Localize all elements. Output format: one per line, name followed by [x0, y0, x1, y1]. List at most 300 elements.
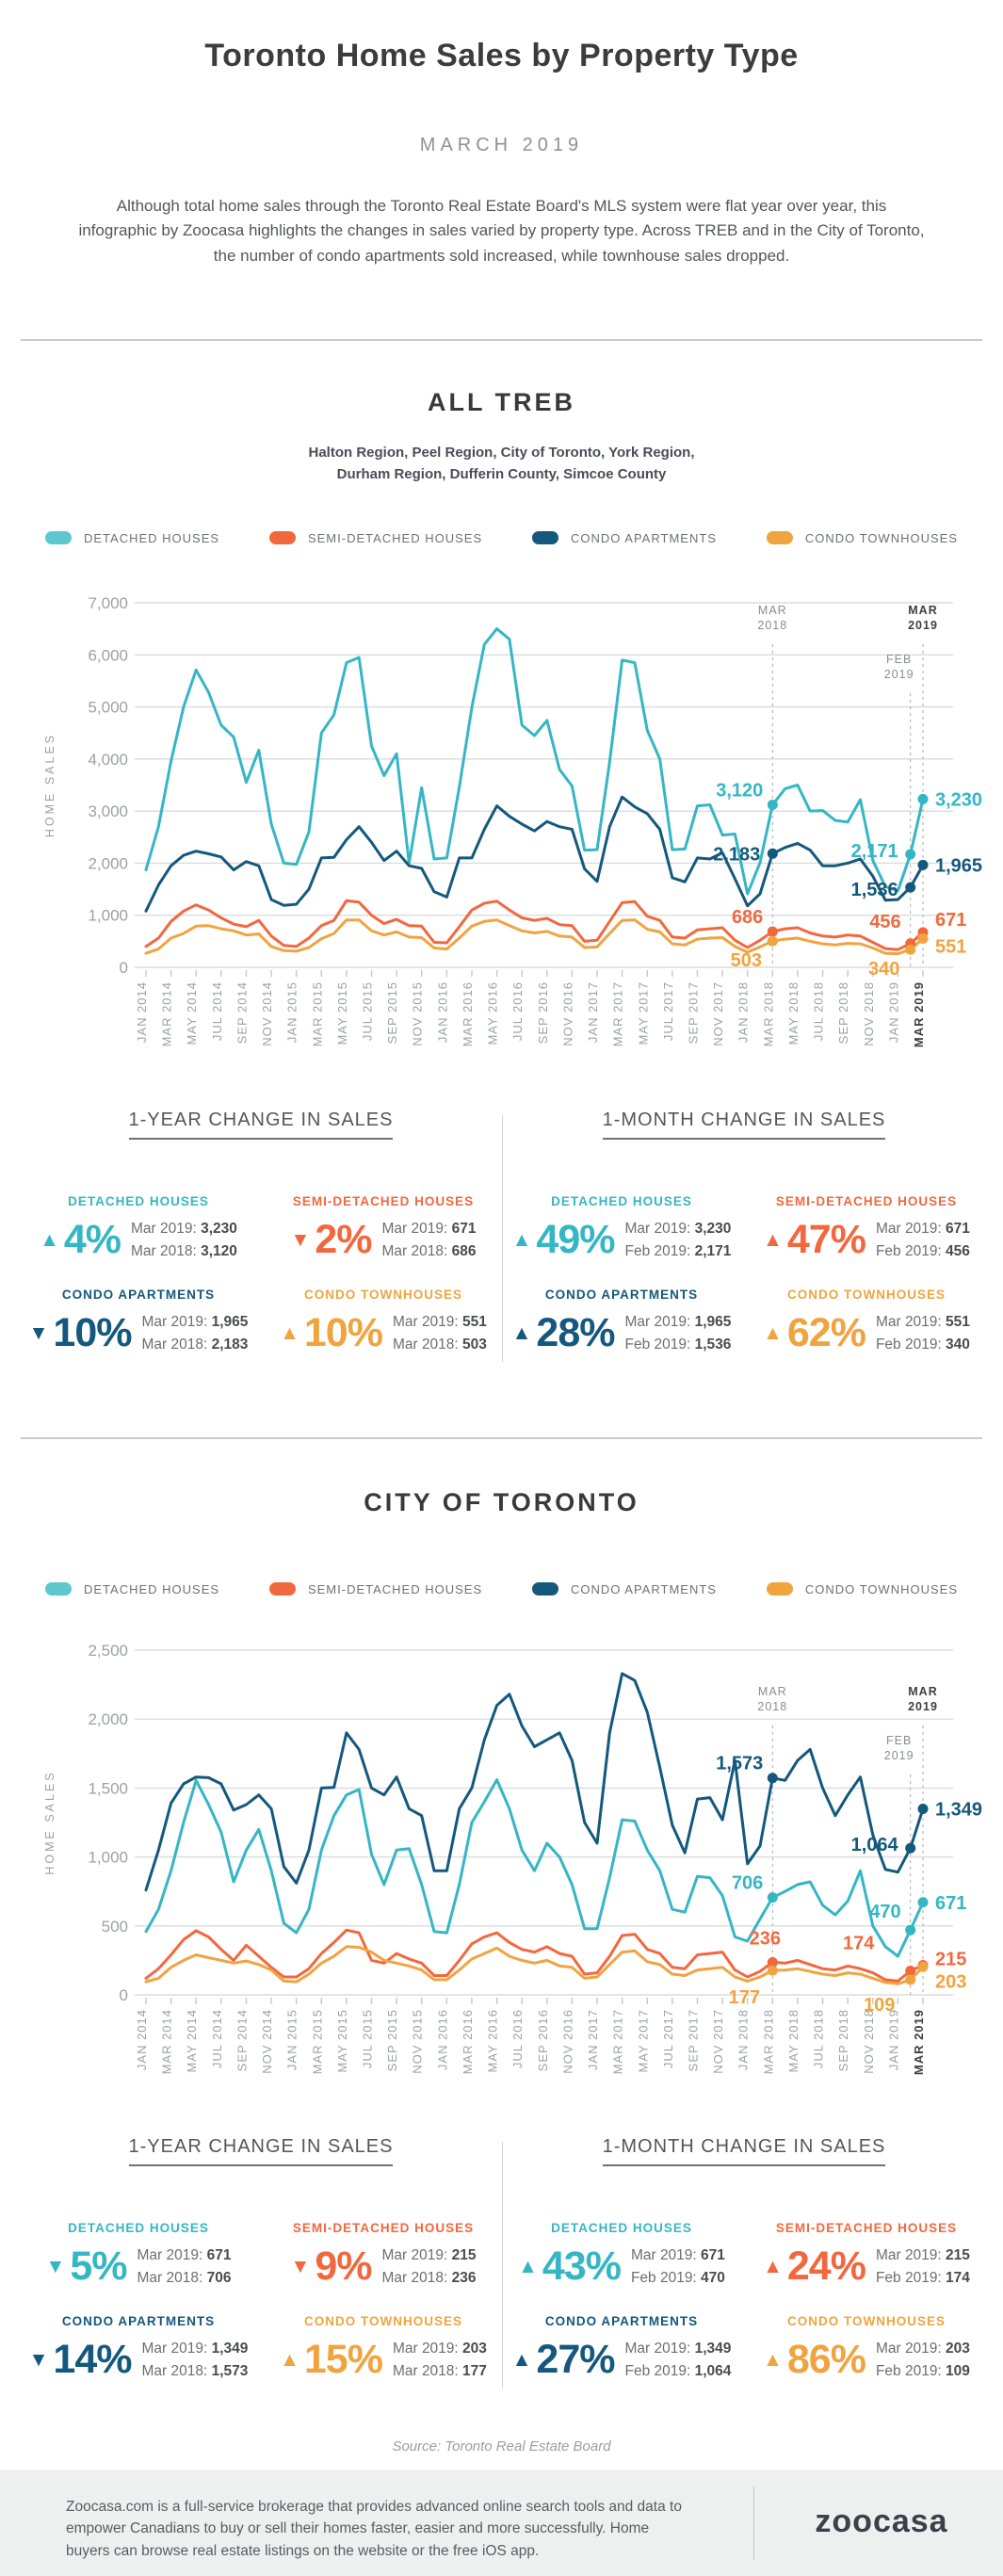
arrow-up-icon: ▲ — [763, 1228, 782, 1251]
data-point-dot — [905, 945, 915, 955]
legend-swatch-icon — [532, 531, 558, 544]
x-tick-label: JAN 2016 — [435, 981, 450, 1044]
x-tick-label: JAN 2014 — [135, 981, 149, 1044]
stats-grid — [502, 1194, 986, 1356]
data-point-label: 671 — [935, 909, 967, 931]
stat-values — [631, 2244, 725, 2289]
stat-value-line — [141, 1311, 248, 1333]
stat-property-type-label: DETACHED HOUSES — [68, 2221, 209, 2235]
data-point-dot — [905, 1843, 915, 1854]
x-tick-label: NOV 2016 — [560, 981, 575, 1046]
stat-percent — [29, 1310, 132, 1356]
stat-values — [876, 2244, 970, 2289]
stat-value-number: 203 — [462, 2341, 487, 2357]
data-point-dot — [768, 1966, 778, 1976]
x-tick-label: JUL 2016 — [510, 2009, 526, 2069]
x-tick-label: SEP 2014 — [235, 981, 250, 1045]
section-heading-toronto: CITY OF TORONTO — [364, 1488, 639, 1516]
one-month-change-block — [502, 1110, 986, 1356]
x-tick-label: JAN 2016 — [435, 2009, 450, 2071]
stat-value-label: Feb 2019: — [624, 1336, 695, 1353]
data-point-label: 686 — [731, 907, 764, 929]
stat-percent — [763, 1310, 865, 1356]
stat-percent-value: 24% — [786, 2244, 865, 2289]
stat-value-line — [876, 1218, 970, 1239]
y-tick-label: 7,000 — [88, 594, 128, 612]
stat-value-number: 2,183 — [211, 1336, 249, 1353]
stats-grid — [19, 1194, 503, 1356]
data-point-dot — [918, 1804, 929, 1814]
data-point-dot — [905, 1925, 915, 1936]
series-line-red — [146, 900, 923, 949]
x-tick-label: NOV 2014 — [260, 2009, 275, 2074]
stat-percent-value: 28% — [536, 1310, 615, 1355]
data-point-dot — [768, 849, 778, 859]
stats-grid — [19, 2221, 503, 2383]
stat-value-line — [381, 2244, 476, 2266]
data-point-label: 1,573 — [716, 1753, 764, 1774]
stat-value-label: Mar 2019: — [141, 1314, 212, 1331]
x-tick-label: MAR 2014 — [159, 2009, 174, 2075]
data-point-label: 1,536 — [850, 880, 898, 901]
stat-cell-orange — [747, 1288, 986, 1356]
stat-value-label: Mar 2018: — [137, 2269, 207, 2286]
footer — [0, 2470, 1003, 2576]
stat-value-number: 215 — [451, 2247, 477, 2264]
stat-property-type-label: DETACHED HOUSES — [551, 2221, 692, 2235]
stat-percent — [291, 1217, 372, 1263]
stat-property-type-label: CONDO APARTMENTS — [61, 1288, 216, 1302]
stat-value-label: Mar 2018: — [141, 2362, 212, 2379]
stat-value-line — [624, 2338, 731, 2359]
stat-value-label: Mar 2019: — [381, 1221, 452, 1238]
stat-values — [624, 2338, 731, 2382]
stat-value-line — [631, 2244, 725, 2266]
stat-percent — [280, 2337, 382, 2383]
x-tick-label: MAR 2019 — [912, 2009, 926, 2076]
stat-cell-teal — [19, 2221, 258, 2290]
stat-percent — [512, 1217, 615, 1263]
stat-value-number: 1,349 — [694, 2341, 732, 2357]
stat-values — [131, 1218, 237, 1262]
arrow-up-icon: ▲ — [763, 2255, 782, 2277]
arrow-up-icon: ▲ — [511, 1321, 531, 1344]
stat-value-number: 551 — [946, 1314, 970, 1331]
stat-value-line — [393, 1334, 487, 1355]
x-tick-label: JUL 2014 — [209, 981, 224, 1042]
arrow-up-icon: ▲ — [280, 2348, 299, 2371]
stat-body — [502, 1310, 741, 1356]
stat-values — [876, 2338, 970, 2382]
data-point-label: 1,349 — [935, 1799, 983, 1821]
x-tick-label: MAR 2016 — [460, 981, 475, 1047]
stat-value-label: Mar 2018: — [141, 1336, 212, 1353]
page-title: Toronto Home Sales by Property Type — [204, 38, 799, 73]
region-line-2: Durham Region, Dufferin County, Simcoe County — [336, 465, 667, 482]
x-tick-label: JUL 2017 — [660, 981, 675, 1042]
x-tick-label: SEP 2016 — [535, 981, 550, 1045]
data-point-dot — [905, 1966, 915, 1976]
stat-property-type-label: DETACHED HOUSES — [551, 1194, 692, 1208]
x-tick-label: JAN 2015 — [284, 2009, 299, 2071]
arrow-up-icon: ▲ — [763, 1321, 782, 1344]
series-line-navy — [146, 797, 923, 911]
stat-value-number: 503 — [462, 1336, 487, 1353]
data-point-label: 2,171 — [850, 840, 898, 862]
stat-percent-value: 10% — [303, 1310, 382, 1355]
y-tick-label: 1,500 — [88, 1779, 128, 1798]
stat-body — [19, 2244, 258, 2290]
x-tick-label: JUL 2016 — [510, 981, 526, 1042]
stat-percent — [763, 1217, 865, 1263]
data-point-label: 236 — [749, 1928, 782, 1950]
data-point-dot — [918, 794, 929, 804]
x-tick-label: SEP 2015 — [385, 981, 400, 1045]
legend-label: CONDO TOWNHOUSES — [804, 1581, 958, 1596]
data-point-label: 3,230 — [935, 789, 983, 811]
stat-value-line — [876, 2338, 970, 2359]
stat-value-line — [141, 2338, 248, 2359]
stat-value-label: Mar 2019: — [624, 1314, 695, 1331]
stat-value-line — [876, 1311, 970, 1333]
stat-value-line — [131, 1240, 237, 1262]
data-point-label: 215 — [935, 1949, 967, 1970]
y-axis-title: HOME SALES — [43, 732, 57, 838]
x-tick-label: MAR 2019 — [912, 981, 926, 1048]
page-subtitle: MARCH 2019 — [419, 135, 584, 155]
data-point-dot — [905, 1975, 915, 1985]
stat-value-number: 3,230 — [694, 1221, 732, 1238]
one-year-change-block — [19, 2136, 503, 2383]
stat-value-label: Mar 2019: — [630, 2247, 702, 2264]
stat-value-line — [624, 1218, 731, 1239]
y-tick-label: 1,000 — [88, 906, 128, 925]
x-tick-label: SEP 2018 — [836, 2009, 851, 2072]
x-tick-label: MAY 2015 — [334, 981, 349, 1045]
stat-values — [393, 1311, 487, 1355]
y-tick-label: 6,000 — [88, 646, 128, 665]
data-point-dot — [918, 1962, 929, 1972]
stat-body — [19, 2337, 258, 2383]
stat-value-number: 671 — [206, 2247, 232, 2264]
stat-body — [264, 1310, 503, 1356]
stat-percent — [512, 1310, 615, 1356]
y-tick-label: 5,000 — [88, 698, 128, 717]
data-point-label: 177 — [728, 1987, 761, 2009]
stat-values — [876, 1218, 970, 1262]
stats-heading — [19, 1110, 503, 1140]
y-tick-label: 3,000 — [88, 802, 128, 821]
stat-value-label: Mar 2019: — [875, 1314, 946, 1331]
stat-value-number: 174 — [946, 2269, 970, 2286]
stat-value-line — [876, 2244, 970, 2266]
annotation-label: MAR 2018 — [757, 1685, 788, 1713]
x-tick-label: NOV 2018 — [861, 2009, 876, 2074]
x-tick-label: JUL 2018 — [811, 2009, 826, 2069]
series-line-teal — [146, 1780, 923, 1956]
stat-percent — [512, 2337, 615, 2383]
stat-value-number: 3,230 — [201, 1221, 237, 1238]
arrow-down-icon: ▼ — [290, 2255, 310, 2277]
x-tick-label: JAN 2019 — [886, 2009, 901, 2071]
toronto-chart — [0, 1639, 1003, 2091]
stat-value-label: Mar 2019: — [875, 1221, 946, 1238]
stat-body — [19, 1310, 258, 1356]
stat-percent — [40, 1217, 121, 1263]
stat-property-type-label: CONDO TOWNHOUSES — [303, 2314, 462, 2328]
legend-swatch-icon — [45, 1582, 72, 1596]
stat-value-label: Mar 2018: — [131, 1242, 202, 1259]
stat-value-label: Mar 2019: — [875, 2341, 946, 2357]
stat-value-number: 3,120 — [201, 1242, 237, 1259]
stats-heading-text: 1-YEAR CHANGE IN SALES — [129, 2136, 394, 2166]
stat-value-line — [624, 1311, 731, 1333]
stat-percent-value: 5% — [70, 2244, 127, 2289]
stats-heading-text: 1-MONTH CHANGE IN SALES — [603, 1110, 886, 1140]
stat-cell-navy — [19, 2314, 258, 2383]
x-tick-label: JAN 2017 — [586, 981, 601, 1044]
data-point-label: 340 — [868, 959, 900, 980]
section-divider — [21, 1437, 982, 1439]
legend-item — [269, 1582, 482, 1596]
stat-property-type-label: SEMI-DETACHED HOUSES — [775, 1194, 958, 1208]
x-tick-label: JAN 2017 — [586, 2009, 601, 2071]
y-tick-label: 2,500 — [88, 1642, 128, 1660]
stat-cell-orange — [264, 2314, 503, 2383]
data-point-label: 109 — [864, 1995, 896, 2017]
legend-item — [767, 531, 958, 545]
stat-percent — [280, 1310, 382, 1356]
stat-cell-teal — [502, 1194, 741, 1263]
x-tick-label: MAY 2017 — [636, 2009, 651, 2073]
data-point-dot — [768, 800, 778, 810]
stat-values — [381, 1218, 476, 1262]
arrow-down-icon: ▼ — [28, 2348, 48, 2371]
x-tick-label: MAR 2016 — [460, 2009, 475, 2075]
stat-property-type-label: CONDO TOWNHOUSES — [786, 1288, 946, 1302]
x-tick-label: JUL 2017 — [660, 2009, 675, 2069]
stat-property-type-label: CONDO TOWNHOUSES — [786, 2314, 946, 2328]
annotation-label: FEB 2019 — [883, 653, 914, 681]
x-tick-label: MAR 2017 — [610, 2009, 625, 2075]
stat-percent-value: 15% — [303, 2337, 382, 2382]
section-divider — [21, 339, 982, 341]
series-line-teal — [146, 629, 923, 894]
stat-value-line — [381, 1240, 476, 1262]
arrow-up-icon: ▲ — [511, 1228, 531, 1251]
legend-label: CONDO APARTMENTS — [571, 1581, 717, 1596]
stats-divider-toronto — [502, 2142, 503, 2389]
stat-value-line — [381, 1218, 476, 1239]
stat-values — [624, 1218, 731, 1262]
y-tick-label: 4,000 — [88, 750, 128, 769]
stat-cell-navy — [502, 1288, 741, 1356]
data-point-label: 174 — [843, 1933, 875, 1954]
data-point-dot — [918, 860, 929, 870]
x-tick-label: NOV 2015 — [410, 981, 425, 1046]
y-tick-label: 2,000 — [88, 1710, 128, 1729]
x-tick-label: NOV 2014 — [260, 981, 275, 1046]
legend-item — [269, 531, 482, 545]
stat-percent — [763, 2337, 865, 2383]
stat-value-number: 551 — [462, 1314, 487, 1331]
arrow-up-icon: ▲ — [763, 2348, 782, 2371]
one-year-change-block — [19, 1110, 503, 1356]
data-point-dot — [918, 933, 929, 944]
stat-value-line — [381, 2267, 476, 2289]
stat-value-number: 215 — [946, 2247, 970, 2264]
data-point-dot — [768, 936, 778, 947]
stat-value-label: Mar 2019: — [137, 2247, 207, 2264]
stat-value-line — [141, 2360, 248, 2382]
data-point-label: 551 — [935, 936, 967, 958]
section-subheading-treb — [0, 443, 1003, 485]
stats-heading-text: 1-YEAR CHANGE IN SALES — [129, 1110, 394, 1140]
legend-label: CONDO TOWNHOUSES — [804, 530, 958, 545]
stat-property-type-label: CONDO APARTMENTS — [544, 1288, 699, 1302]
y-tick-label: 1,000 — [88, 1848, 128, 1867]
stat-value-line — [876, 2267, 970, 2289]
x-tick-label: JAN 2018 — [736, 981, 751, 1044]
stat-value-number: 686 — [451, 1242, 477, 1259]
stat-value-number: 1,536 — [694, 1336, 732, 1353]
stats-heading — [502, 2136, 986, 2166]
stat-cell-orange — [747, 2314, 986, 2383]
stat-percent — [29, 2337, 132, 2383]
x-tick-label: SEP 2014 — [235, 2009, 250, 2072]
stat-value-label: Mar 2019: — [624, 2341, 695, 2357]
stat-values — [137, 2244, 231, 2289]
legend-item — [532, 531, 717, 545]
stat-value-line — [393, 1311, 487, 1333]
x-tick-label: MAR 2018 — [761, 2009, 776, 2075]
legend-label: SEMI-DETACHED HOUSES — [307, 1581, 483, 1596]
x-tick-label: SEP 2016 — [535, 2009, 550, 2072]
x-tick-label: MAY 2018 — [785, 981, 801, 1045]
stat-value-number: 2,171 — [694, 1242, 732, 1259]
stat-value-line — [393, 2338, 487, 2359]
stat-value-label: Feb 2019: — [624, 2362, 695, 2379]
x-tick-label: MAR 2015 — [310, 981, 325, 1047]
stat-percent-value: 2% — [315, 1217, 372, 1262]
x-tick-label: MAY 2018 — [785, 2009, 801, 2073]
x-tick-label: NOV 2018 — [861, 981, 876, 1046]
data-point-label: 456 — [869, 911, 901, 932]
stat-value-label: Mar 2019: — [624, 1221, 695, 1238]
annotation-label: MAR 2019 — [908, 604, 938, 632]
x-tick-label: MAY 2015 — [334, 2009, 349, 2073]
legend-item — [45, 531, 219, 545]
arrow-up-icon: ▲ — [511, 2348, 531, 2371]
stat-value-label: Mar 2018: — [392, 1336, 463, 1353]
x-tick-label: NOV 2017 — [711, 981, 726, 1046]
stat-property-type-label: CONDO APARTMENTS — [61, 2314, 216, 2328]
stat-value-label: Feb 2019: — [875, 2362, 946, 2379]
stat-value-number: 1,573 — [211, 2362, 249, 2379]
stat-value-number: 470 — [701, 2269, 725, 2286]
data-point-dot — [768, 927, 778, 937]
stat-percent-value: 14% — [53, 2337, 132, 2382]
stat-percent-value: 49% — [536, 1217, 615, 1262]
data-point-dot — [768, 1773, 778, 1783]
data-point-dot — [768, 1892, 778, 1903]
x-tick-label: JAN 2014 — [135, 2009, 149, 2071]
stat-percent-value: 43% — [542, 2244, 621, 2289]
footer-text: Zoocasa.com is a full-service brokerage that provides advanced online search tools and data to empower Canadians to buy or sell their homes faster, easier and more successfully. Home buyers can browse real estate listings on the website or the free iOS app. — [66, 2499, 682, 2559]
stat-percent — [46, 2244, 127, 2290]
legend-label: DETACHED HOUSES — [84, 530, 220, 545]
stat-value-number: 340 — [946, 1336, 970, 1353]
stat-property-type-label: CONDO APARTMENTS — [544, 2314, 699, 2328]
stat-percent — [291, 2244, 372, 2290]
stat-value-line — [876, 2360, 970, 2382]
arrow-down-icon: ▼ — [45, 2255, 65, 2277]
stat-value-label: Mar 2019: — [141, 2341, 212, 2357]
stat-percent — [763, 2244, 865, 2290]
stat-percent-value: 62% — [786, 1310, 865, 1355]
data-point-label: 706 — [731, 1872, 764, 1894]
stat-value-label: Mar 2019: — [392, 2341, 463, 2357]
stat-body — [264, 2244, 503, 2290]
stat-value-number: 1,349 — [211, 2341, 249, 2357]
stat-values — [141, 2338, 248, 2382]
stat-percent-value: 10% — [53, 1310, 132, 1355]
stat-cell-navy — [19, 1288, 258, 1356]
y-axis-title: HOME SALES — [43, 1770, 57, 1875]
stat-values — [381, 2244, 476, 2289]
arrow-up-icon: ▲ — [280, 1321, 299, 1344]
x-tick-label: MAY 2014 — [185, 981, 200, 1045]
stat-percent-value: 47% — [786, 1217, 865, 1262]
stat-cell-teal — [502, 2221, 741, 2290]
arrow-down-icon: ▼ — [28, 1321, 48, 1344]
y-tick-label: 0 — [119, 959, 128, 977]
stat-values — [393, 2338, 487, 2382]
stat-body — [747, 1310, 986, 1356]
stat-value-number: 236 — [451, 2269, 477, 2286]
series-line-red — [146, 1930, 923, 1981]
stats-divider-treb — [502, 1115, 503, 1362]
stat-value-number: 177 — [462, 2362, 487, 2379]
stat-value-number: 671 — [701, 2247, 725, 2264]
stat-property-type-label: SEMI-DETACHED HOUSES — [292, 1194, 475, 1208]
legend-swatch-icon — [269, 531, 296, 544]
stat-value-label: Mar 2018: — [381, 2269, 452, 2286]
stat-value-line — [141, 1334, 248, 1355]
x-tick-label: SEP 2017 — [686, 2009, 701, 2072]
x-tick-label: JUL 2015 — [360, 2009, 375, 2069]
stat-value-label: Mar 2019: — [875, 2247, 946, 2264]
stat-body — [747, 2337, 986, 2383]
x-tick-label: JAN 2019 — [886, 981, 901, 1044]
region-line-1: Halton Region, Peel Region, City of Toronto, York Region, — [308, 445, 695, 461]
stat-cell-orange — [264, 1288, 503, 1356]
stat-percent-value: 4% — [63, 1217, 121, 1262]
stat-body — [747, 1217, 986, 1263]
stat-value-line — [137, 2267, 231, 2289]
stat-values — [624, 1311, 731, 1355]
x-tick-label: JAN 2015 — [284, 981, 299, 1044]
data-point-label: 671 — [935, 1892, 967, 1914]
arrow-down-icon: ▼ — [290, 1228, 310, 1251]
x-tick-label: JUL 2018 — [811, 981, 826, 1042]
annotation-label: MAR 2018 — [757, 604, 788, 632]
stat-value-number: 1,965 — [694, 1314, 732, 1331]
stat-values — [876, 1311, 970, 1355]
legend-item — [45, 1582, 219, 1596]
stat-value-line — [137, 2244, 231, 2266]
stat-property-type-label: SEMI-DETACHED HOUSES — [775, 2221, 958, 2235]
